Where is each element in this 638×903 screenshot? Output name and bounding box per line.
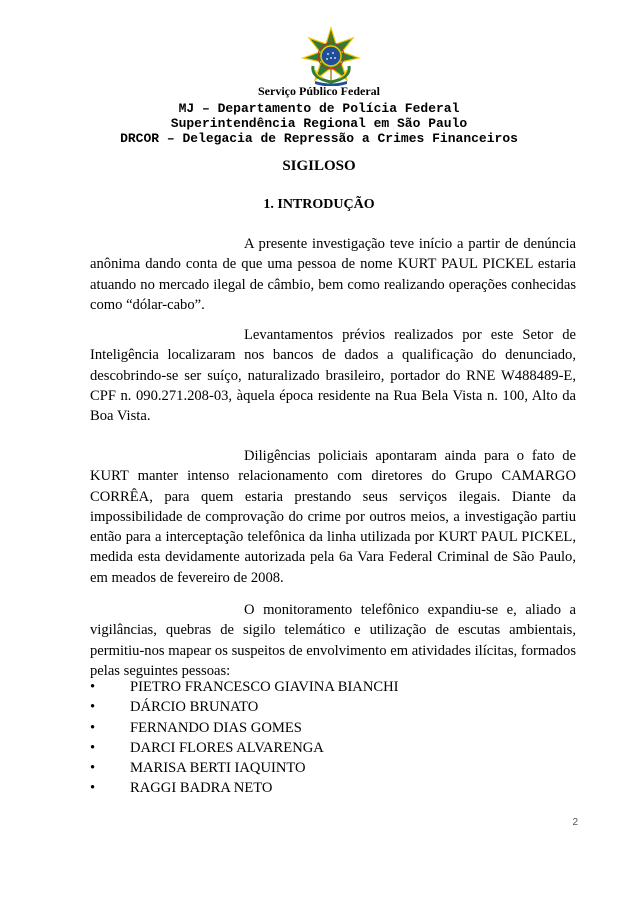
header-line-superintendence: Superintendência Regional em São Paulo (170, 116, 468, 131)
bullet-icon: • (90, 739, 96, 756)
header-line-service: Serviço Público Federal (258, 84, 380, 98)
paragraph-2 (90, 325, 576, 426)
classification-label: SIGILOSO (282, 158, 356, 174)
person-name: MARISA BERTI IAQUINTO (130, 760, 306, 777)
list-item (90, 758, 576, 778)
person-name: DARCI FLORES ALVARENGA (130, 739, 324, 756)
person-name: PIETRO FRANCESCO GIAVINA BIANCHI (130, 679, 399, 695)
bullet-icon: • (90, 719, 96, 736)
bullet-icon: • (90, 780, 96, 797)
list-item (90, 738, 576, 758)
brazil-coat-of-arms-icon (301, 26, 361, 86)
person-name: DÁRCIO BRUNATO (130, 699, 259, 716)
suspects-list (90, 677, 576, 799)
page-number: 2 (572, 817, 578, 828)
bullet-icon: • (90, 699, 96, 716)
paragraph-text: Diligências policiais apontaram ainda para o fato de KURT manter intenso relacionamento com diretores do Grupo CAMARGO CORRÊA, para quem estaria prestando seus serviços ilegais. Diante da impossibilidade de comprovação do crime por outros meios, a investigação partiu então para a interceptação telefônica da linha utilizada por KURT PAUL PICKEL, medida esta devidamente autorizada pela 6a Vara Federal Criminal de São Paulo, em meados de fevereiro de 2008. (90, 448, 576, 586)
list-item (90, 697, 576, 717)
header-line-department: MJ – Departamento de Polícia Federal (178, 101, 460, 116)
bullet-icon: • (90, 760, 96, 777)
list-item (90, 677, 576, 697)
paragraph-1 (90, 234, 576, 315)
paragraph-text: A presente investigação teve início a partir de denúncia anônima dando conta de que uma pessoa de nome KURT PAUL PICKEL estaria atuando no mercado ilegal de câmbio, bem como realizando operações conhecidas como “dólar-cabo”. (90, 236, 576, 313)
person-name: FERNANDO DIAS GOMES (130, 719, 302, 736)
list-item (90, 778, 576, 798)
paragraph-4 (90, 600, 576, 681)
paragraph-text: O monitoramento telefônico expandiu-se e, aliado a vigilâncias, quebras de sigilo telemático e utilização de escutas ambientais, permitiu-nos mapear os suspeitos de envolvimento em atividades ilícitas, formados pelas seguintes pessoas: (90, 602, 576, 679)
bullet-icon: • (90, 679, 96, 695)
section-title: 1. INTRODUÇÃO (263, 197, 375, 212)
person-name: RAGGI BADRA NETO (130, 780, 273, 797)
header-line-delegacia: DRCOR – Delegacia de Repressão a Crimes Financeiros (120, 131, 518, 146)
paragraph-3 (90, 446, 576, 588)
paragraph-text: Levantamentos prévios realizados por este Setor de Inteligência localizaram nos bancos de dados a qualificação do denunciado, descobrindo-se ser suíço, naturalizado brasileiro, portador do RNE W488489-E, CPF n. 090.271.208-03, àquela época residente na Rua Bela Vista n. 100, Alto da Boa Vista. (90, 327, 576, 425)
list-item (90, 718, 576, 738)
